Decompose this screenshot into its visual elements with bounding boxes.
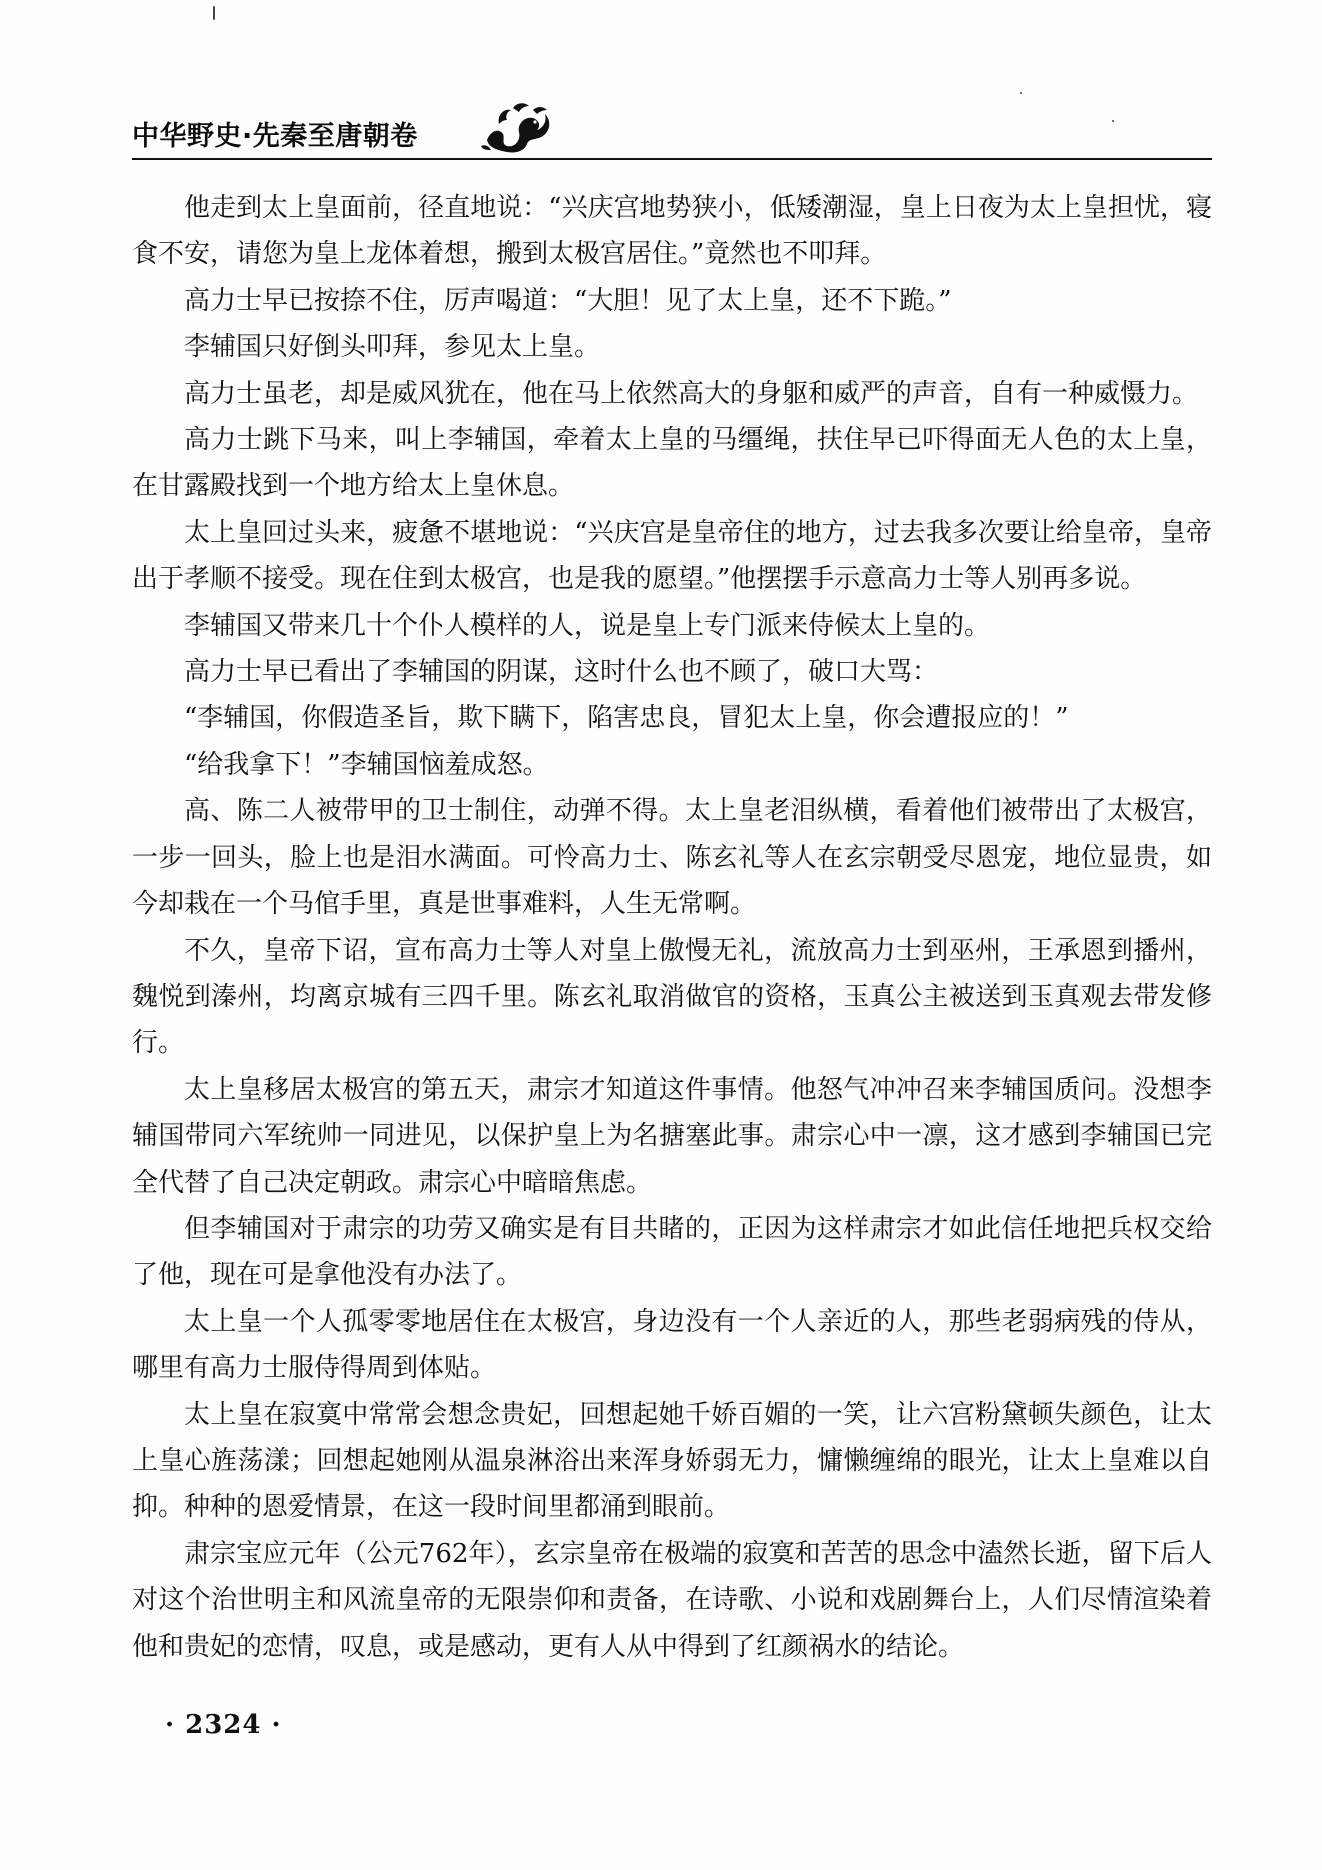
paragraph: 太上皇一个人孤零零地居住在太极宫，身边没有一个人亲近的人，那些老弱病残的侍从，哪里有高力士服侍得周到体贴。 bbox=[132, 1306, 1212, 1384]
paragraph: 高、陈二人被带甲的卫士制住，动弹不得。太上皇老泪纵横，看着他们被带出了太极宫，一步一回头，脸上也是泪水满面。可怜高力士、陈玄礼等人在玄宗朝受尽恩宠，地位显贵，如今却栽在一个马倌手里，真是世事难料，人生无常啊。 bbox=[132, 796, 1212, 920]
paragraph: 李辅国只好倒头叩拜，参见太上皇。 bbox=[184, 332, 601, 363]
paragraph: 太上皇回过头来，疲惫不堪地说：“兴庆宫是皇帝住的地方，过去我多次要让给皇帝，皇帝出于孝顺不接受。现在住到太极宫，也是我的愿望。”他摆摆手示意高力士等人别再多说。 bbox=[132, 517, 1212, 595]
paragraph: 但李辅国对于肃宗的功劳又确实是有目共睹的，正因为这样肃宗才如此信任地把兵权交给了他，现在可是拿他没有办法了。 bbox=[132, 1213, 1212, 1291]
paragraph: “李辅国，你假造圣旨，欺下瞒下，陷害忠良，冒犯太上皇，你会遭报应的！” bbox=[184, 703, 1069, 734]
paragraph: 高力士跳下马来，叫上李辅国，牵着太上皇的马缰绳，扶住早已吓得面无人色的太上皇，在甘露殿找到一个地方给太上皇休息。 bbox=[132, 425, 1212, 502]
dragon-emblem-icon bbox=[477, 100, 555, 154]
paragraph: 高力士早已按捺不住，厉声喝道：“大胆！见了太上皇，还不下跪。” bbox=[184, 285, 952, 316]
scan-speck bbox=[1112, 120, 1114, 122]
paragraph: “给我拿下！”李辅国恼羞成怒。 bbox=[184, 749, 549, 780]
header-divider bbox=[132, 158, 1212, 160]
scan-speck bbox=[1020, 92, 1022, 94]
body-text bbox=[132, 185, 1212, 1670]
scan-speck bbox=[213, 6, 215, 20]
paragraph: 不久，皇帝下诏，宣布高力士等人对皇上傲慢无礼，流放高力士到巫州，王承恩到播州，魏悦到溱州，均离京城有三四千里。陈玄礼取消做官的资格，玉真公主被送到玉真观去带发修行。 bbox=[132, 935, 1212, 1059]
page-number: · 2324 · bbox=[165, 1710, 282, 1740]
running-header bbox=[132, 100, 1212, 160]
paragraph: 他走到太上皇面前，径直地说：“兴庆宫地势狭小，低矮潮湿，皇上日夜为太上皇担忧，寝食不安，请您为皇上龙体着想，搬到太极宫居住。”竟然也不叩拜。 bbox=[132, 193, 1212, 270]
paragraph: 高力士早已看出了李辅国的阴谋，这时什么也不顾了，破口大骂： bbox=[184, 657, 939, 688]
paragraph: 李辅国又带来几十个仆人模样的人，说是皇上专门派来侍候太上皇的。 bbox=[184, 610, 991, 641]
book-title: 中华野史·先秦至唐朝卷 bbox=[132, 121, 418, 152]
paragraph: 高力士虽老，却是威风犹在，他在马上依然高大的身躯和威严的声音，自有一种威慑力。 bbox=[184, 378, 1199, 409]
paragraph: 太上皇在寂寞中常常会想念贵妃，回想起她千娇百媚的一笑，让六宫粉黛顿失颜色，让太上皇心旌荡漾；回想起她刚从温泉淋浴出来浑身娇弱无力，慵懒缠绵的眼光，让太上皇难以自抑。种种的恩爱情景，在这一段时间里都涌到眼前。 bbox=[132, 1399, 1212, 1523]
paragraph: 太上皇移居太极宫的第五天，肃宗才知道这件事情。他怒气冲冲召来李辅国质问。没想李辅国带同六军统帅一同进见，以保护皇上为名搪塞此事。肃宗心中一凛，这才感到李辅国已完全代替了自己决定朝政。肃宗心中暗暗焦虑。 bbox=[132, 1074, 1212, 1198]
paragraph: 肃宗宝应元年（公元762年），玄宗皇帝在极端的寂寞和苦苦的思念中溘然长逝，留下后人对这个治世明主和风流皇帝的无限崇仰和责备，在诗歌、小说和戏剧舞台上，人们尽情渲染着他和贵妃的恋情，叹息，或是感动，更有人从中得到了红颜祸水的结论。 bbox=[132, 1538, 1212, 1662]
